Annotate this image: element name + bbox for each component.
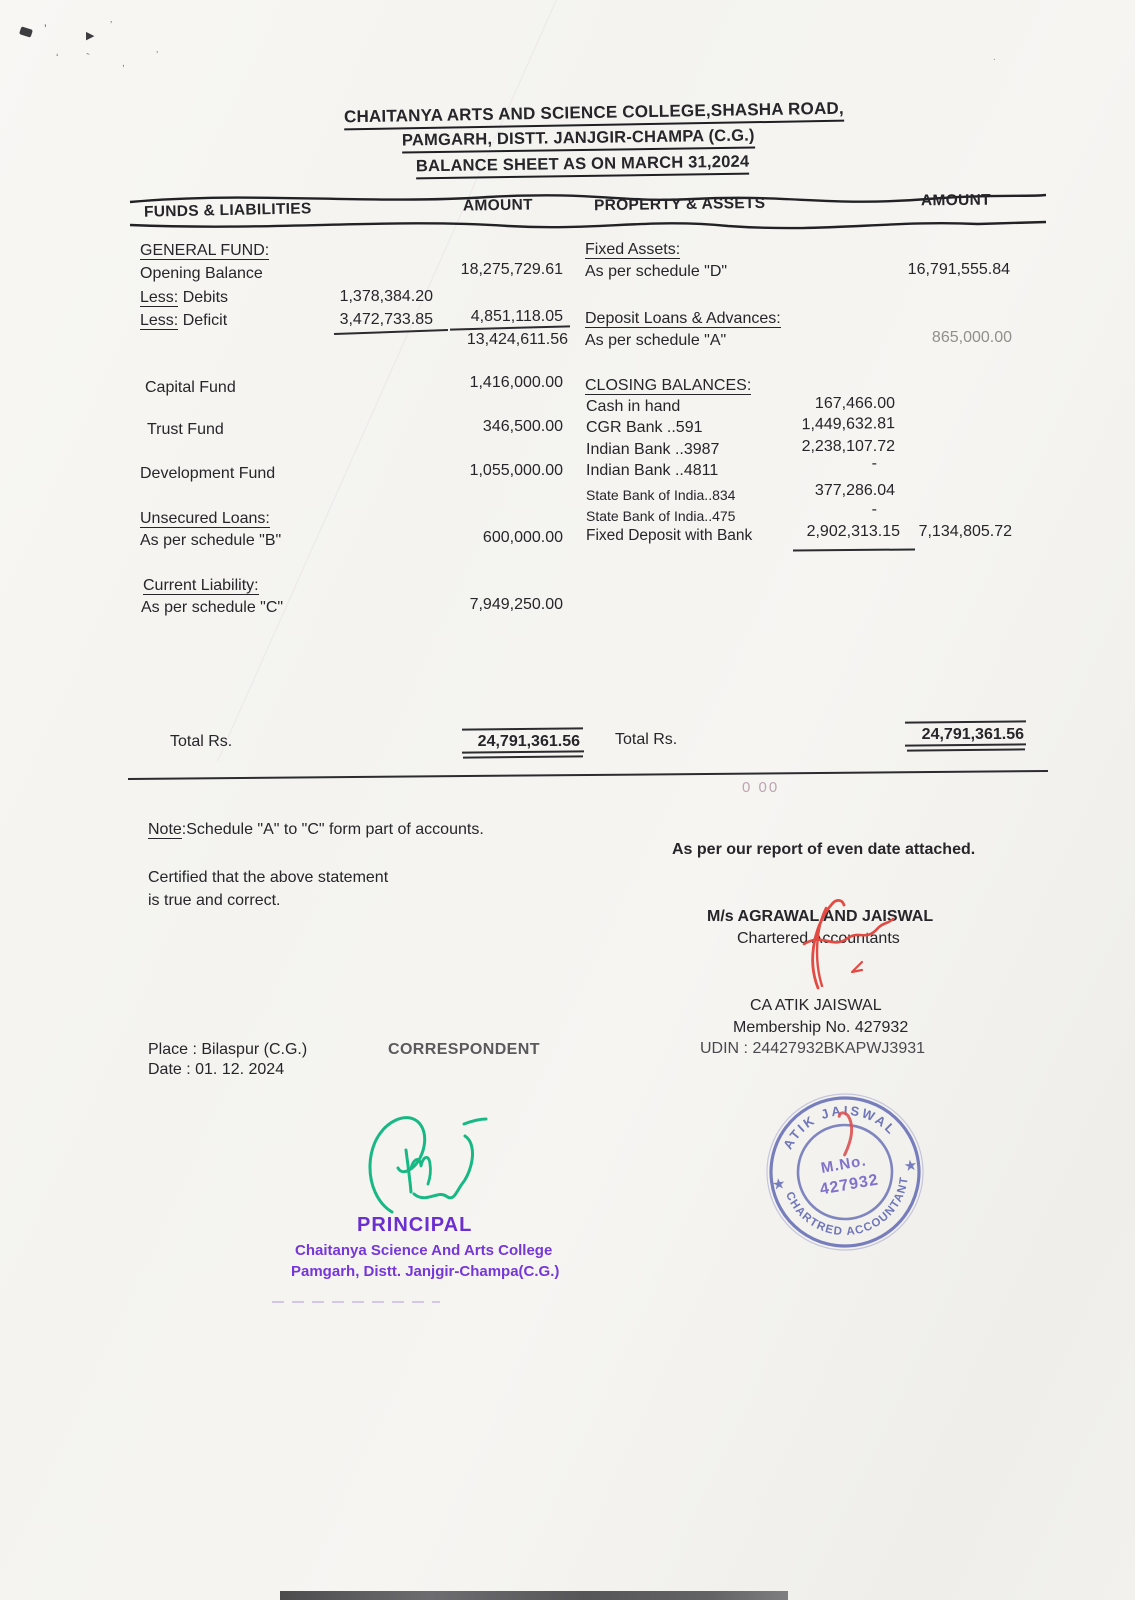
ink-speck: ’: [156, 50, 159, 61]
star-icon: ★: [772, 1175, 786, 1193]
current-liability-heading: Current Liability:: [143, 577, 259, 594]
current-liability-amount: 7,949,250.00: [469, 596, 563, 613]
correspondent-label: CORRESPONDENT: [388, 1041, 540, 1058]
statement-bottom-rule: [128, 770, 1048, 780]
closing-balances-heading: CLOSING BALANCES:: [585, 377, 752, 394]
ca-membership: Membership No. 427932: [733, 1019, 909, 1036]
total-right-bottom-rule-2: [907, 748, 1025, 751]
closing-row-label: Cash in hand: [586, 398, 681, 415]
opening-balance-amount: 18,275,729.61: [460, 261, 563, 278]
closing-row-label: State Bank of India..475: [586, 508, 736, 524]
rule-under-deductions: [450, 325, 570, 330]
col-header-amount-left: AMOUNT: [462, 196, 533, 215]
current-liability-label: As per schedule "C": [141, 599, 284, 616]
less-debits-amount: 1,378,384.20: [339, 288, 433, 305]
general-fund-net-amount: 13,424,611.56: [466, 331, 568, 348]
total-label-left: Total Rs.: [170, 733, 233, 750]
closing-row-label: Fixed Deposit with Bank: [586, 527, 753, 544]
less-deficit-amount: 3,472,733.85: [339, 311, 433, 328]
capital-fund-label: Capital Fund: [145, 379, 236, 396]
fixed-assets-amount: 16,791,555.84: [907, 261, 1010, 278]
fixed-assets-label: As per schedule "D": [585, 263, 728, 280]
place-line: Place : Bilaspur (C.G.): [148, 1041, 308, 1058]
less-debits-label: Less: Debits: [140, 289, 229, 306]
ink-speck: ▶: [86, 30, 95, 42]
trust-fund-label: Trust Fund: [147, 421, 224, 438]
deposit-loans-amount: 865,000.00: [931, 329, 1012, 346]
closing-row-amount: -: [871, 501, 877, 518]
stamp-mno-value: 427932: [818, 1171, 881, 1199]
total-left-top-rule: [462, 727, 583, 730]
stamp-fade-line: [272, 1301, 440, 1303]
col-header-amount-right: AMOUNT: [920, 191, 991, 210]
unsecured-loans-label: As per schedule "B": [140, 532, 282, 549]
total-right-top-rule: [905, 720, 1026, 723]
total-label-right: Total Rs.: [615, 731, 678, 748]
doc-title-line-1: CHAITANYA ARTS AND SCIENCE COLLEGE,SHASHA ROAD,: [344, 99, 844, 130]
closing-row-amount: 167,466.00: [814, 395, 895, 412]
development-fund-amount: 1,055,000.00: [469, 462, 563, 479]
total-left-bottom-rule-1: [462, 750, 584, 753]
closing-row-label: Indian Bank ..3987: [586, 441, 720, 458]
closing-row-amount: -: [871, 455, 877, 472]
star-icon: ★: [903, 1157, 918, 1174]
closing-row-amount: 2,902,313.15: [806, 523, 900, 540]
ca-round-stamp: [738, 1065, 953, 1280]
scan-edge-strip: [280, 1591, 788, 1600]
ink-speck: ’: [44, 22, 47, 36]
ink-speck: [19, 26, 33, 37]
ink-speck: ‘: [56, 52, 59, 64]
closing-row-label: State Bank of India..834: [586, 487, 736, 503]
doc-title-line-2: PAMGARH, DISTT. JANJGIR-CHAMPA (C.G.): [402, 127, 755, 154]
ink-speck: .: [993, 52, 996, 63]
unsecured-loans-heading: Unsecured Loans:: [140, 510, 270, 527]
date-line: Date : 01. 12. 2024: [148, 1061, 285, 1078]
general-fund-heading: GENERAL FUND:: [140, 242, 270, 259]
rule-under-fixed-deposit: [793, 548, 915, 551]
closing-row-amount: 377,286.04: [814, 482, 895, 499]
total-right-bottom-rule-1: [905, 743, 1026, 746]
ca-signature: [778, 896, 898, 1001]
note-line: Note:Schedule "A" to "C" form part of accounts.: [148, 821, 484, 838]
total-left-bottom-rule-2: [463, 755, 583, 758]
auditor-firm-subtitle: Chartered Accountants: [737, 930, 900, 947]
closing-balances-total: 7,134,805.72: [918, 523, 1012, 540]
ink-speck: ,: [122, 58, 125, 69]
ca-udin: UDIN : 24427932BKAPWJ3931: [700, 1040, 926, 1057]
total-amount-right: 24,791,361.56: [921, 726, 1024, 743]
principal-college-line-2: Pamgarh, Distt. Janjgir-Champa(C.G.): [291, 1263, 560, 1280]
closing-row-amount: 1,449,632.81: [801, 415, 896, 434]
deposit-loans-heading: Deposit Loans & Advances:: [585, 310, 781, 327]
less-deficit-label: Less: Deficit: [140, 312, 228, 329]
closing-row-label: CGR Bank ..591: [586, 419, 703, 436]
capital-fund-amount: 1,416,000.00: [469, 374, 563, 391]
principal-signature: [352, 1106, 512, 1224]
deductions-total-amount: 4,851,118.05: [470, 308, 563, 325]
ink-speck: `: [84, 49, 96, 66]
col-header-funds-liabilities: FUNDS & LIABILITIES: [143, 200, 312, 221]
principal-college-line-1: Chaitanya Science And Arts College: [295, 1242, 553, 1259]
trust-fund-amount: 346,500.00: [482, 418, 563, 435]
stamp-bottom-text: CHARTRED ACCOUNTANT: [783, 1175, 911, 1239]
principal-title: PRINCIPAL: [357, 1214, 473, 1236]
residual-zero-value: 0 00: [742, 779, 780, 796]
fixed-assets-heading: Fixed Assets:: [585, 241, 681, 258]
closing-row-label: Indian Bank ..4811: [586, 462, 719, 479]
deposit-loans-label: As per schedule "A": [585, 332, 727, 349]
stamp-top-text: ATIK JAISWAL: [780, 1102, 900, 1152]
certified-line-2: is true and correct.: [148, 892, 281, 909]
total-amount-left: 24,791,361.56: [477, 733, 580, 750]
unsecured-loans-amount: 600,000.00: [482, 529, 563, 546]
report-attached-line: As per our report of even date attached.: [672, 841, 976, 858]
development-fund-label: Development Fund: [140, 465, 276, 482]
auditor-firm-name: M/s AGRAWAL AND JAISWAL: [707, 908, 934, 925]
certified-line-1: Certified that the above statement: [148, 869, 389, 886]
opening-balance-label: Opening Balance: [140, 265, 263, 282]
col-header-property-assets: PROPERTY & ASSETS: [593, 194, 766, 215]
doc-title-line-3: BALANCE SHEET AS ON MARCH 31,2024: [416, 153, 750, 180]
ink-speck: ’: [110, 20, 113, 31]
stamp-mno-label: M.No.: [819, 1152, 868, 1177]
closing-row-amount: 2,238,107.72: [801, 438, 895, 455]
ca-name: CA ATIK JAISWAL: [750, 997, 882, 1014]
